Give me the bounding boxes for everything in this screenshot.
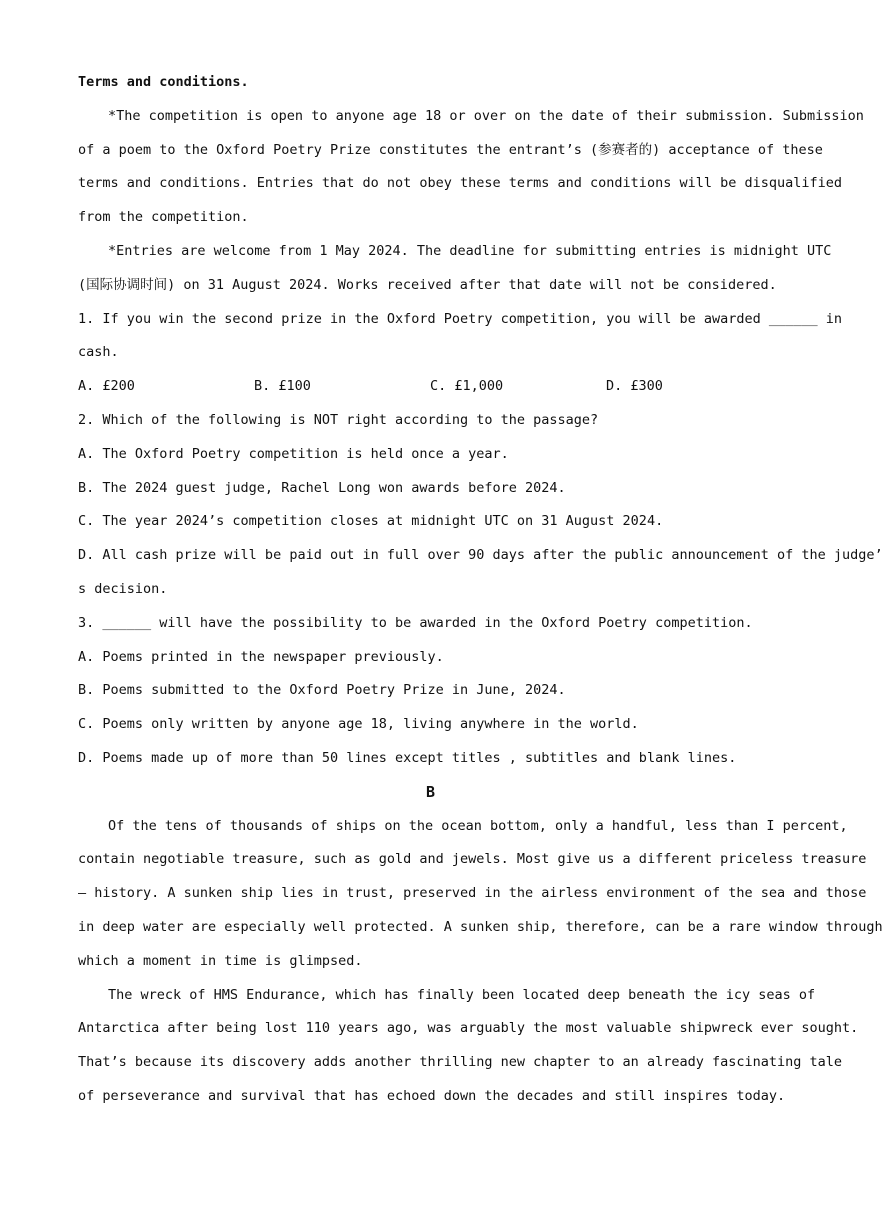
option-d-continued: s decision. [78,580,168,597]
text-line: Antarctica after being lost 110 years ago, was arguably the most valuable shipwreck ever sought. [78,1020,859,1037]
terms-paragraph-2 [78,235,832,303]
text-line: contain negotiable treasure, such as gold and jewels. Most give us a different priceless treasure [78,851,867,868]
option-c: C. £1,000 [430,378,504,395]
option-b: B. £100 [254,378,311,395]
text-line: *Entries are welcome from 1 May 2024. The deadline for submitting entries is midnight UTC [108,242,832,259]
question-2 [78,404,883,607]
question-stem: 3. ______ will have the possibility to be awarded in the Oxford Poetry competition. [78,614,753,631]
option-d: D. £300 [606,378,663,395]
text-line: That’s because its discovery adds another thrilling new chapter to an already fascinating tale [78,1054,843,1071]
text-line: of perseverance and survival that has echoed down the decades and still inspires today. [78,1087,786,1104]
text-line: *The competition is open to anyone age 18 or over on the date of their submission. Submission [108,107,864,124]
text-line: Of the tens of thousands of ships on the ocean bottom, only a handful, less than I percent, [108,817,848,834]
section-heading-b: B [425,782,436,801]
passage-b-paragraph-1 [78,810,883,979]
option-a: A. The Oxford Poetry competition is held once a year. [78,445,509,462]
question-stem: 1. If you win the second prize in the Oxford Poetry competition, you will be awarded ______ in [78,310,843,327]
question-stem: cash. [78,344,119,361]
option-a: A. £200 [78,378,135,395]
text-line: from the competition. [78,209,249,226]
passage-b-paragraph-2 [78,979,859,1114]
question-3 [78,607,783,776]
terms-title: Terms and conditions. [78,74,249,90]
text-line: of a poem to the Oxford Poetry Prize constitutes the entrant’s (参赛者的) acceptance of these [78,141,823,158]
question-stem: 2. Which of the following is NOT right according to the passage? [78,411,599,428]
question-options [78,370,783,404]
option-d: D. All cash prize will be paid out in full over 90 days after the public announcement of the judge’ [78,547,883,564]
text-line: The wreck of HMS Endurance, which has finally been located deep beneath the icy seas of [108,986,816,1003]
option-c: C. The year 2024’s competition closes at midnight UTC on 31 August 2024. [78,513,664,530]
option-b: B. Poems submitted to the Oxford Poetry Prize in June, 2024. [78,682,566,699]
document-page [78,66,883,1114]
text-line: terms and conditions. Entries that do not obey these terms and conditions will be disqualified [78,175,843,192]
option-b: B. The 2024 guest judge, Rachel Long won awards before 2024. [78,479,566,496]
text-line: (国际协调时间) on 31 August 2024. Works received after that date will not be considered. [78,276,777,293]
question-1 [78,303,843,404]
terms-paragraph-1 [78,100,864,235]
option-a: A. Poems printed in the newspaper previously. [78,648,444,665]
text-line: in deep water are especially well protected. A sunken ship, therefore, can be a rare window through [78,918,883,935]
option-d: D. Poems made up of more than 50 lines except titles , subtitles and blank lines. [78,749,737,766]
text-line: which a moment in time is glimpsed. [78,952,363,969]
text-line: — history. A sunken ship lies in trust, preserved in the airless environment of the sea and those [78,885,867,902]
option-c: C. Poems only written by anyone age 18, living anywhere in the world. [78,716,639,733]
